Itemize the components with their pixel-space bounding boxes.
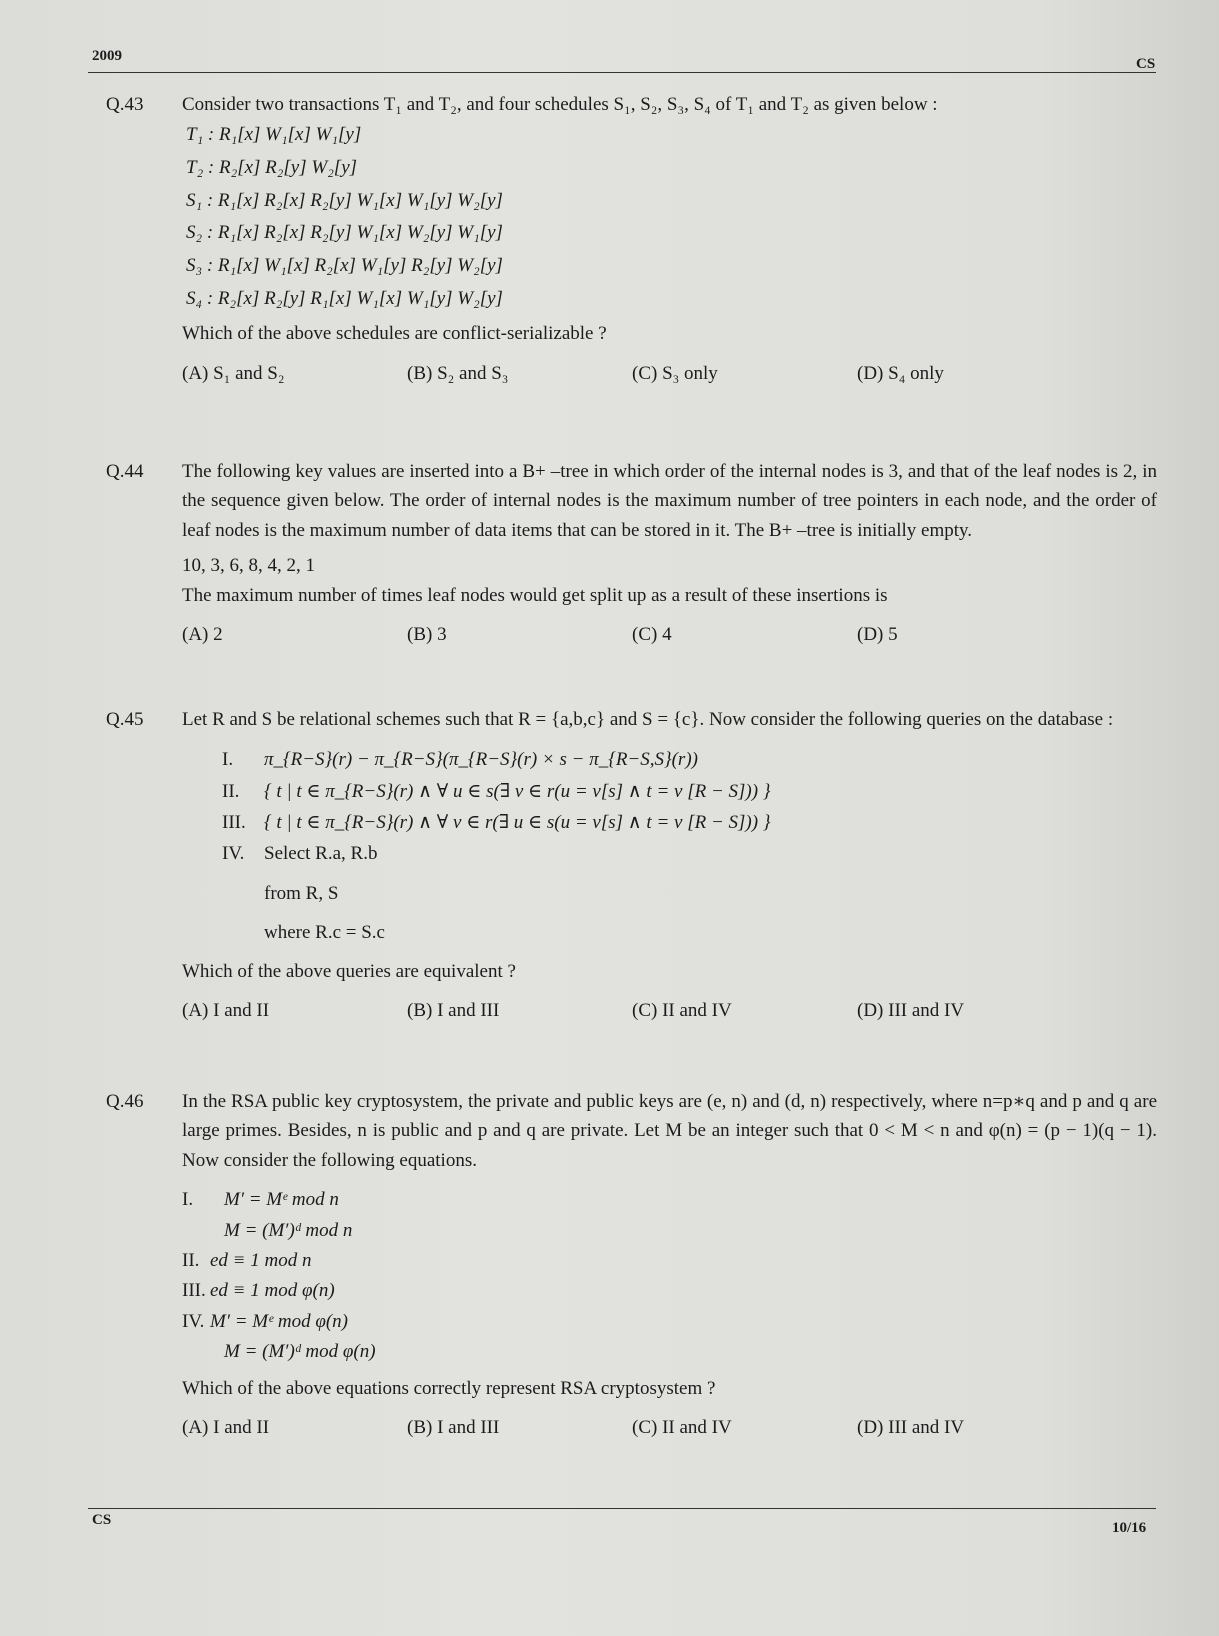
question-prompt: Which of the above queries are equivalent ?	[182, 960, 516, 982]
option-b: (B) S₂ and S₃	[407, 362, 509, 384]
question-prompt: Which of the above schedules are conflict-serializable ?	[182, 323, 607, 345]
equation-3: III. ed ≡ 1 mod φ(n)	[182, 1280, 335, 1302]
options-row	[182, 996, 1157, 1025]
option-a: (A) I and II	[182, 999, 270, 1021]
transaction-t2: T₂ : R₂[x] R₂[y] W₂[y]	[186, 157, 358, 179]
question-43	[106, 90, 1157, 388]
footer-page-number: 10/16	[1112, 1520, 1147, 1536]
equation-4: IV. M′ = Mᵉ mod φ(n)	[182, 1310, 349, 1332]
question-number: Q.45	[106, 709, 144, 730]
option-b: (B) 3	[407, 624, 447, 646]
option-a: (A) I and II	[182, 1417, 270, 1439]
option-d: (D) S₄ only	[857, 362, 944, 384]
equation-1: I. M′ = Mᵉ mod n	[182, 1189, 339, 1211]
transaction-t1: T₁ : R₁[x] W₁[x] W₁[y]	[186, 124, 362, 146]
option-c: (C) 4	[632, 624, 672, 646]
query-4-where: where R.c = S.c	[264, 922, 385, 944]
equation-1b: M = (M′)ᵈ mod n	[224, 1219, 353, 1241]
option-b: (B) I and III	[407, 1417, 500, 1439]
schedule-s3: S₃ : R₁[x] W₁[x] R₂[x] W₁[y] R₂[y] W₂[y]	[186, 255, 503, 277]
query-1: I. π_{R−S}(r) − π_{R−S}(π_{R−S}(r) × s − π_{R−S,S}(r))	[222, 749, 698, 771]
question-prompt: The maximum number of times leaf nodes would get split up as a result of these insertions is	[182, 584, 888, 606]
query-3: III. { t | t ∈ π_{R−S}(r) ∧ ∀ v ∈ r(∃ u ∈ s(u = v[s] ∧ t = v [R − S])) }	[222, 812, 771, 834]
header-rule	[88, 72, 1156, 73]
option-a: (A) S₁ and S₂	[182, 362, 285, 384]
option-d: (D) III and IV	[857, 1417, 965, 1439]
schedule-s4: S₄ : R₂[x] R₂[y] R₁[x] W₁[x] W₁[y] W₂[y]	[186, 287, 503, 309]
query-4-from: from R, S	[264, 882, 339, 904]
query-2: II. { t | t ∈ π_{R−S}(r) ∧ ∀ u ∈ s(∃ v ∈ r(u = v[s] ∧ t = v [R − S])) }	[222, 780, 771, 802]
header-year: 2009	[92, 48, 122, 64]
question-number: Q.44	[106, 461, 144, 482]
option-d: (D) 5	[857, 624, 898, 646]
question-text: In the RSA public key cryptosystem, the private and public keys are (e, n) and (d, n) respectively, where n=p∗q and p and q are large primes. Besides, n is public and p and q are private. Let M be an integer such that 0 < M < n and φ(n) = (p − 1)(q − 1). Now consider the following equations.	[182, 1091, 1157, 1171]
question-text: The following key values are inserted into a B+ –tree in which order of the internal nodes is 3, and that of the leaf nodes is 2, in the sequence given below. The order of internal nodes is the maximum number of tree pointers in each node, and the order of leaf nodes is the maximum number of data items that can be stored in it. The B+ –tree is initially empty.	[182, 461, 1157, 541]
question-46	[106, 1087, 1157, 1443]
query-4: IV. Select R.a, R.b	[222, 843, 378, 865]
schedule-s2: S₂ : R₁[x] R₂[x] R₂[y] W₁[x] W₂[y] W₁[y]	[186, 222, 503, 244]
question-text: Consider two transactions T₁ and T₂, and four schedules S₁, S₂, S₃, S₄ of T₁ and T₂ as given below :	[182, 94, 938, 115]
question-number: Q.43	[106, 94, 144, 115]
options-row	[182, 359, 1157, 388]
question-44	[106, 457, 1157, 650]
option-b: (B) I and III	[407, 999, 500, 1021]
key-sequence: 10, 3, 6, 8, 4, 2, 1	[182, 555, 315, 577]
question-text: Let R and S be relational schemes such that R = {a,b,c} and S = {c}. Now consider the following queries on the database :	[182, 709, 1114, 730]
option-d: (D) III and IV	[857, 999, 965, 1021]
option-a: (A) 2	[182, 624, 223, 646]
question-45	[106, 705, 1157, 1025]
option-c: (C) II and IV	[632, 999, 732, 1021]
option-c: (C) S₃ only	[632, 362, 718, 384]
schedule-s1: S₁ : R₁[x] R₂[x] R₂[y] W₁[x] W₁[y] W₂[y]	[186, 189, 503, 211]
options-row	[182, 620, 1157, 649]
options-row	[182, 1413, 1157, 1442]
footer-subject: CS	[92, 1512, 112, 1528]
equation-4b: M = (M′)ᵈ mod φ(n)	[224, 1341, 376, 1363]
question-prompt: Which of the above equations correctly represent RSA cryptosystem ?	[182, 1377, 716, 1399]
footer-rule	[88, 1508, 1156, 1509]
question-number: Q.46	[106, 1091, 144, 1112]
equation-2: II. ed ≡ 1 mod n	[182, 1250, 312, 1272]
option-c: (C) II and IV	[632, 1417, 732, 1439]
header-subject: CS	[1136, 56, 1156, 72]
